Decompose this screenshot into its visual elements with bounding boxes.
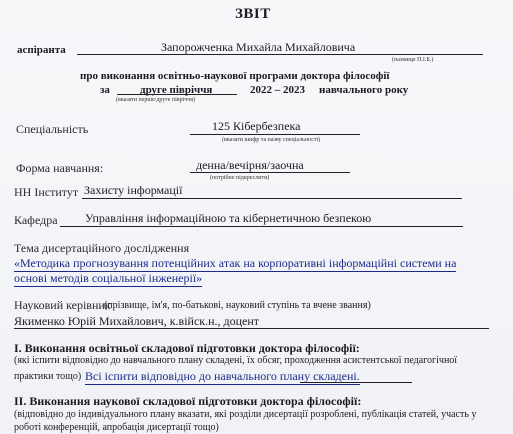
period-years: 2022 – 2023 [250,84,305,96]
study-form-hint: (потрібне підкреслити) [210,175,270,181]
section-1-hint-cont: практики тощо) [14,371,82,382]
topic-label: Тема дисертаційного дослідження [14,241,190,255]
topic-line-1: «Методика прогнозування потенційних атак на корпоративні інформаційні системи на [14,256,457,270]
section-1-answer: Всі іспити відповідно до навчального плану складені. [85,369,360,383]
aspirant-label: аспіранта [17,44,66,56]
supervisor-line [14,328,489,329]
topic-line-2: основі методів соціальної інженерії» [14,271,203,285]
institute-label: НН Інститут [14,185,79,199]
supervisor-label: Науковий керівник [14,298,111,312]
program-subtitle: про виконання освітньо-наукової програми доктора філософії [80,70,390,82]
department-label: Кафедра [14,213,58,227]
section-1-hint: (які іспити відповідно до навчального плану складені, їх обсяг, проходження асистентської педагогічної [14,355,458,366]
report-title: ЗВІТ [235,6,271,22]
section-1-line [300,382,412,383]
specialty-value: 125 Кібербезпека [212,119,301,133]
study-form-label: Форма навчання: [16,161,104,175]
section-1-heading: І. Виконання освітньої складової підготовки доктора філософії: [14,341,360,355]
institute-value: Захисту інформації [84,183,183,197]
section-2-heading: ІІ. Виконання наукової складової підготовки доктора філософії: [14,394,362,408]
supervisor-value: Якименко Юрій Михайлович, к.війск.н., доцент [14,314,260,328]
aspirant-hint: (назвище П.І.Б.) [392,57,434,63]
period-prefix: за [100,84,110,96]
period-hint: (вказати перше/друге півріччя) [116,97,196,103]
specialty-label: Спеціальність [16,122,89,136]
department-line [60,226,463,227]
study-form-value: денна/вечірня/заочна [196,158,304,172]
specialty-line [190,134,360,135]
department-value: Управління інформаційною та кібернетичною безпекою [85,211,372,225]
period-suffix: навчального року [319,84,409,96]
institute-line [82,198,462,199]
section-2-hint-cont: роботі конференцій, апробація дисертації тощо) [14,422,219,433]
period-semester: друге півріччя [140,84,213,96]
supervisor-hint: (прізвище, ім'я, по-батькові, науковий ступінь та вчене звання) [104,300,371,311]
specialty-hint: (вказати шифр та назву спеціальності) [222,137,321,143]
section-2-hint: (відповідно до індивідуального плану вказати, які розділи дисертації розроблені, публікація статей, участь у [14,409,477,420]
aspirant-name: Запорожченка Михайла Михайловича [161,40,356,54]
